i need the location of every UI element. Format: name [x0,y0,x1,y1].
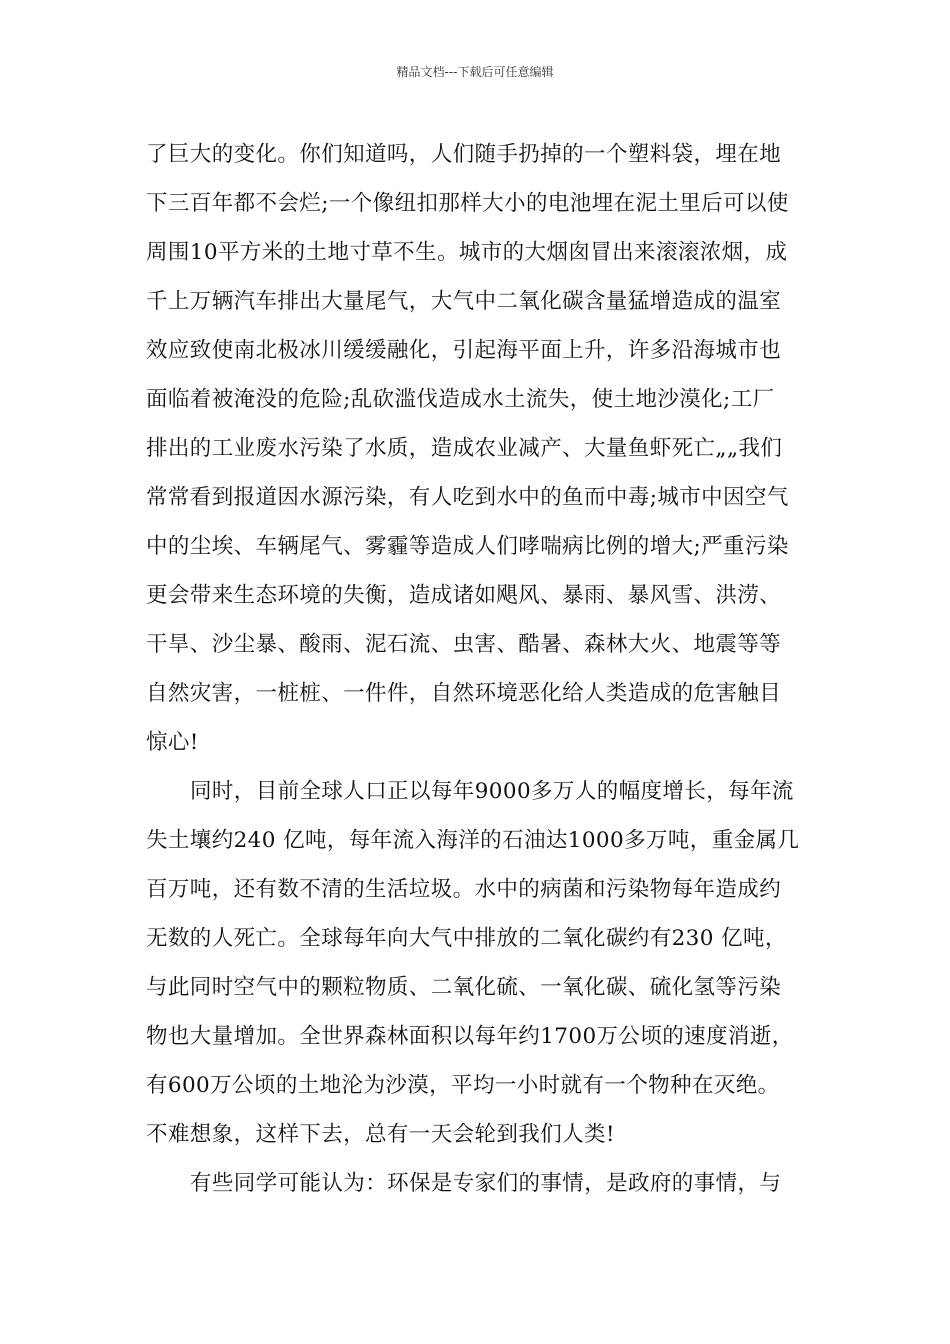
text-line: 下三百年都不会烂;一个像纽扣那样大小的电池埋在泥土里后可以使 [146,191,789,216]
text-line: 更会带来生态环境的失衡，造成诸如飓风、暴雨、暴风雪、洪涝、 [146,583,782,608]
page-header: 精品文档---下载后可任意编辑 [396,65,554,79]
text-line: 自然灾害，一桩桩、一件件，自然环境恶化给人类造成的危害触目 [146,681,782,706]
text-line: 排出的工业废水污染了水质，造成农业减产、大量鱼虾死亡„„我们 [146,436,783,461]
text-line: 周围10平方米的土地寸草不生。城市的大烟囱冒出来滚滚浓烟，成 [146,240,788,265]
text-line: 中的尘埃、车辆尾气、雾霾等造成人们哮喘病比例的增大;严重污染 [146,534,789,559]
text-line: 效应致使南北极冰川缓缓融化，引起海平面上升，许多沿海城市也 [146,338,782,363]
text-line: 百万吨，还有数不清的生活垃圾。水中的病菌和污染物每年造成约 [146,877,782,902]
text-line: 惊心! [146,730,199,755]
text-line: 千上万辆汽车排出大量尾气，大气中二氧化碳含量猛增造成的温室 [146,289,782,314]
text-line: 有600万公顷的土地沦为沙漠，平均一小时就有一个物种在灭绝。 [146,1073,780,1098]
text-line: 失土壤约240 亿吨，每年流入海洋的石油达1000多万吨，重金属几 [146,828,800,853]
text-line: 面临着被淹没的危险;乱砍滥伐造成水土流失，使土地沙漠化;工厂 [146,387,775,412]
text-line: 了巨大的变化。你们知道吗，人们随手扔掉的一个塑料袋，埋在地 [146,142,782,167]
text-line: 不难想象，这样下去，总有一天会轮到我们人类! [146,1122,615,1147]
paragraph-start-line: 有些同学可能认为：环保是专家们的事情，是政府的事情，与 [190,1171,782,1196]
text-line: 常常看到报道因水源污染，有人吃到水中的鱼而中毒;城市中因空气 [146,485,789,510]
text-line: 干旱、沙尘暴、酸雨、泥石流、虫害、酷暑、森林大火、地震等等 [146,632,782,657]
document-body [146,130,806,1208]
text-line: 与此同时空气中的颗粒物质、二氧化硫、一氧化碳、硫化氢等污染 [146,975,782,1000]
text-line: 物也大量增加。全世界森林面积以每年约1700万公顷的速度消逝， [146,1024,794,1049]
text-line: 无数的人死亡。全球每年向大气中排放的二氧化碳约有230 亿吨， [146,926,787,951]
paragraph-start-line: 同时，目前全球人口正以每年9000多万人的幅度增长，每年流 [190,779,794,804]
